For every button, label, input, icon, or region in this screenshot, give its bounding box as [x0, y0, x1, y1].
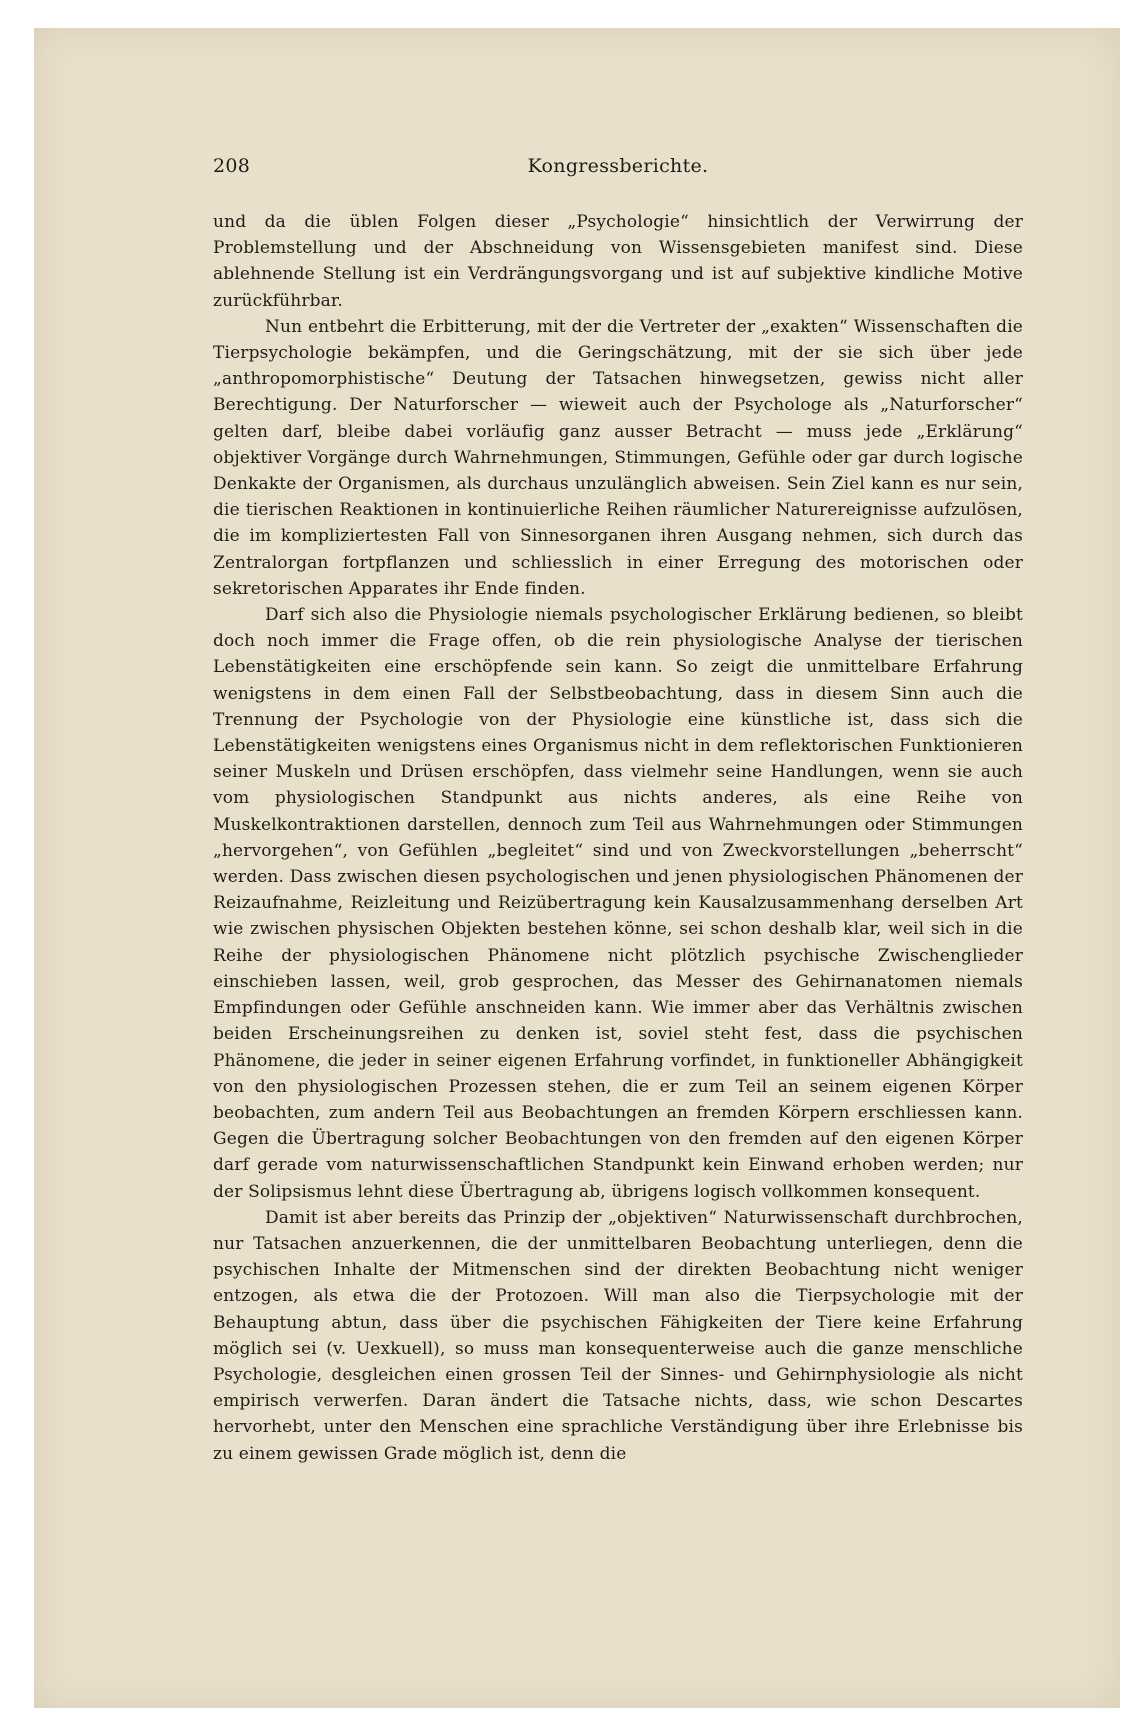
- page-header: [213, 155, 1023, 187]
- paragraph-prinzip: Damit ist aber bereits das Prinzip der „objektiven“ Naturwissenschaft durchbrochen, nur Tatsachen anzuerkennen, die der unmittelbaren Beobachtung unterliegen, denn die psychischen Inhalte der Mitmenschen sind der direkten Beobachtung nicht weniger entzogen, als etwa die der Protozoen. Will man also die Tierpsychologie mit der Behauptung abtun, dass über die psychischen Fähigkeiten der Tiere keine Erfahrung möglich sei (v. Uexkuell), so muss man konsequenterweise auch die ganze menschliche Psychologie, desgleichen einen grossen Teil der Sinnes- und Gehirnphysiologie als nicht empirisch verwerfen. Daran ändert die Tatsache nichts, dass, wie schon Descartes hervorhebt, unter den Menschen eine sprachliche Verständigung über ihre Erlebnisse bis zu einem gewissen Grade möglich ist, denn die: [213, 1207, 1023, 1464]
- paragraph-naturforscher: Nun entbehrt die Erbitterung, mit der die Vertreter der „exakten“ Wissenschaften die Tierpsychologie bekämpfen, und die Geringschätzung, mit der sie sich über jede „anthropomorphistische“ Deutung der Tatsachen hinwegsetzen, gewiss nicht aller Berechtigung. Der Naturforscher — wieweit auch der Psychologe als „Naturforscher“ gelten darf, bleibe dabei vorläufig ganz ausser Betracht — muss jede „Erklärung“ objektiver Vorgänge durch Wahrnehmungen, Stimmungen, Gefühle oder gar durch logische Denkakte der Organismen, als durchaus unzulänglich abweisen. Sein Ziel kann es nur sein, die tierischen Reaktionen in kontinuierliche Reihen räumlicher Naturereignisse aufzulösen, die im kompliziertesten Fall von Sinnesorganen ihren Ausgang nehmen, sich durch das Zentralorgan fortpflanzen und schliesslich in einer Erregung des motorischen oder sekretorischen Apparates ihr Ende finden.: [213, 316, 1023, 599]
- paragraph-continuation: und da die üblen Folgen dieser „Psychologie“ hinsichtlich der Verwirrung der Problemstellung und der Abschneidung von Wissensgebieten manifest sind. Diese ablehnende Stellung ist ein Verdrängungsvorgang und ist auf subjektive kindliche Motive zurückführbar.: [213, 212, 1023, 311]
- page-body: [213, 209, 1023, 1467]
- book-page: [213, 155, 1023, 1467]
- running-head: Kongressberichte.: [527, 155, 709, 177]
- page-number: 208: [213, 155, 251, 177]
- paragraph-physiologie: Darf sich also die Physiologie niemals psychologischer Erklärung bedienen, so bleibt doch noch immer die Frage offen, ob die rein physiologische Analyse der tierischen Lebenstätigkeiten eine erschöpfende sein kann. So zeigt die unmittelbare Erfahrung wenigstens in dem einen Fall der Selbstbeobachtung, dass in diesem Sinn auch die Trennung der Psychologie von der Physiologie eine künstliche ist, dass sich die Lebenstätigkeiten wenigstens eines Organismus nicht in dem reflektorischen Funktionieren seiner Muskeln und Drüsen erschöpfen, dass vielmehr seine Handlungen, wenn sie auch vom physiologischen Standpunkt aus nichts anderes, als eine Reihe von Muskelkontraktionen darstellen, dennoch zum Teil aus Wahrnehmungen oder Stimmungen „hervorgehen“, von Gefühlen „begleitet“ sind und von Zweckvorstellungen „beherrscht“ werden. Dass zwischen diesen psychologischen und jenen physiologischen Phänomenen der Reizaufnahme, Reizleitung und Reizübertragung kein Kausalzusammenhang derselben Art wie zwischen physischen Objekten bestehen könne, sei schon deshalb klar, weil sich in die Reihe der physiologischen Phänomene nicht plötzlich psychische Zwischenglieder einschieben lassen, weil, grob gesprochen, das Messer des Gehirnanatomen niemals Empfindungen oder Gefühle anschneiden kann. Wie immer aber das Verhältnis zwischen beiden Erscheinungsreihen zu denken ist, soviel steht fest, dass die psychischen Phänomene, die jeder in seiner eigenen Erfahrung vorfindet, in funktioneller Abhängigkeit von den physiologischen Prozessen stehen, die er zum Teil an seinem eigenen Körper beobachten, zum andern Teil aus Beobachtungen an fremden Körpern erschliessen kann. Gegen die Übertragung solcher Beobachtungen von den fremden auf den eigenen Körper darf gerade vom naturwissenschaftlichen Standpunkt kein Einwand erhoben werden; nur der Solipsismus lehnt diese Übertragung ab, übrigens logisch vollkommen konsequent.: [213, 605, 1023, 1202]
